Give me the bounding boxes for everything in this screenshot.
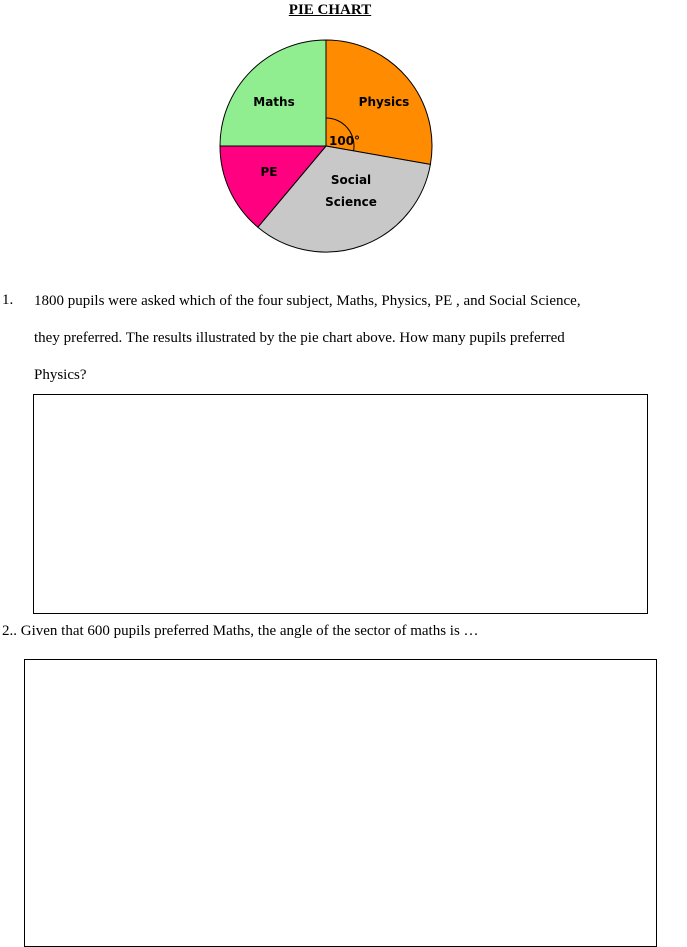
question-2-number: 2.. [2, 623, 17, 639]
pie-label-physics: Physics [358, 95, 410, 109]
question-1-line-3: Physics? [34, 367, 87, 383]
answer-box-2[interactable] [24, 659, 657, 947]
pie-label-social-science: Social Science [325, 173, 377, 209]
pie-chart [218, 38, 448, 268]
angle-annotation: 100° [329, 134, 361, 148]
question-1-line-1: 1800 pupils were asked which of the four subject, Maths, Physics, PE , and Social Science, [34, 293, 581, 309]
answer-box-1[interactable] [33, 394, 648, 614]
question-1-number: 1. [2, 292, 14, 308]
question-2-line-1: Given that 600 pupils preferred Maths, the angle of the sector of maths is … [20, 623, 479, 639]
pie-label-pe: PE [260, 165, 278, 179]
pie-slice-maths [220, 40, 326, 146]
page-title: PIE CHART [288, 2, 372, 18]
question-2-text [2, 622, 479, 641]
question-1-line-2: they preferred. The results illustrated by the pie chart above. How many pupils preferred [34, 330, 565, 346]
pie-label-maths: Maths [253, 95, 295, 109]
